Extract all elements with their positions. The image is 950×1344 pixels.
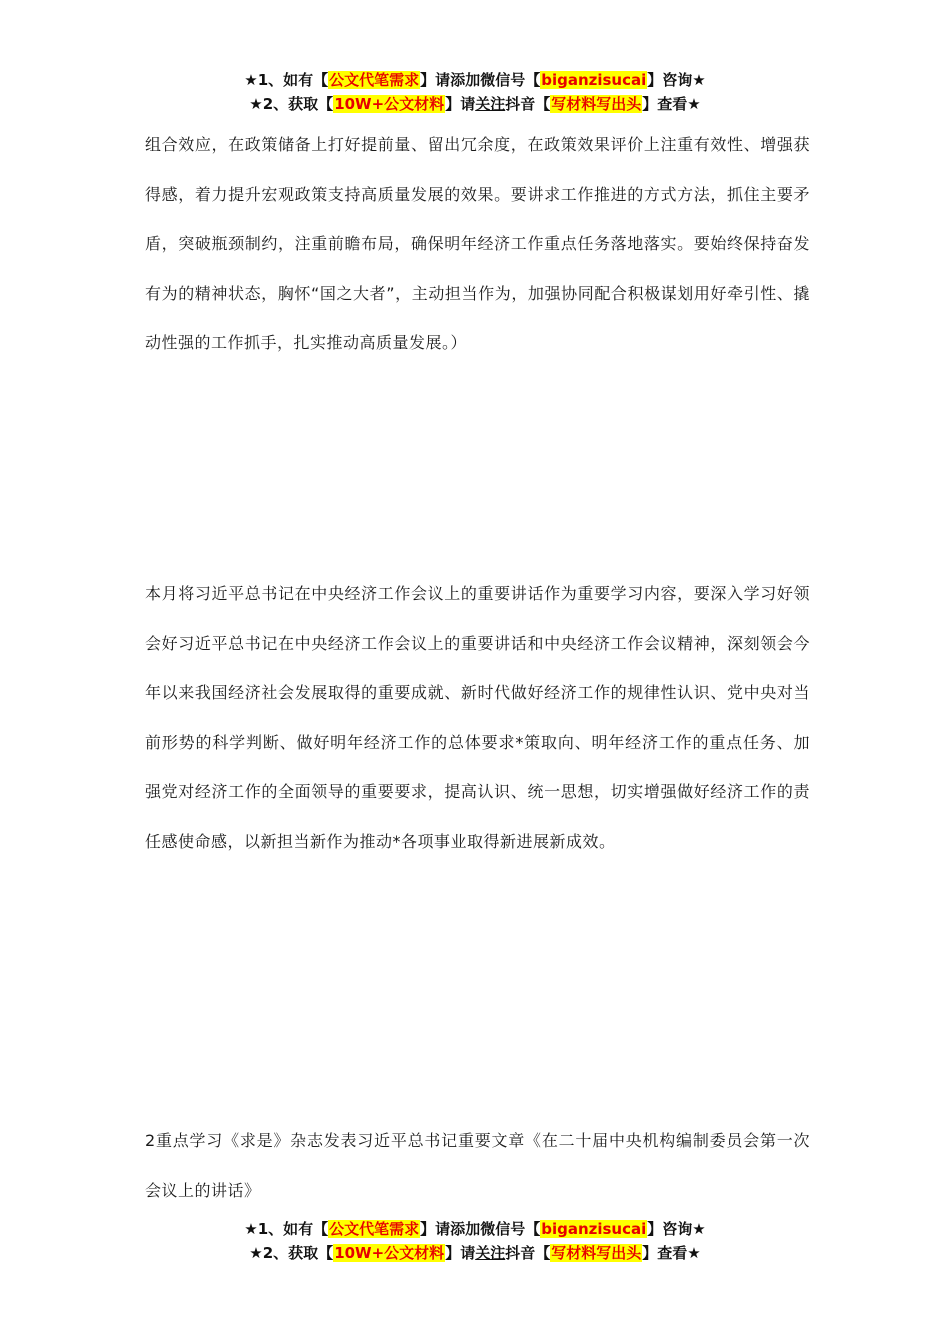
banner-text: ★1、如有【 <box>244 1220 329 1238</box>
banner-text: 】请添 <box>420 1220 466 1238</box>
banner-highlight: 10W+公文材料 <box>334 95 445 113</box>
banner-text: 微信号【 <box>480 71 541 89</box>
banner-text: 抖音【 <box>505 95 551 113</box>
banner-text: 加 <box>465 71 481 89</box>
banner-highlight: 写材料写出头 <box>551 95 642 113</box>
banner-text: 微信号【 <box>480 1220 541 1238</box>
body-paragraph-1: 组合效应，在政策储备上打好提前量、留出冗余度，在政策效果评价上注重有效性、增强获得感，着力提升宏观政策支持高质量发展的效果。要讲求工作推进的方式方法，抓住主要矛盾，突破瓶颈制约，注重前瞻布局，确保明年经济工作重点任务落地落实。要始终保持奋发有为的精神状态，胸怀“国之大者”，主动担当作为，加强协同配合积极谋划用好牵引性、撬动性强的工作抓手，扎实推动高质量发展。） <box>145 135 810 353</box>
banner-highlight: biganzisucai <box>541 71 647 89</box>
banner-line-2 <box>0 1241 950 1265</box>
banner-text: 】咨询★ <box>647 71 706 89</box>
body-paragraph-2: 本月将习近平总书记在中央经济工作会议上的重要讲话作为重要学习内容，要深入学习好领会好习近平总书记在中央经济工作会议上的重要讲话和中央经济工作会议精神，深刻领会今年以来我国经济社会发展取得的重要成就、新时代做好经济工作的规律性认识、党中央对当前形势的科学判断、做好明年经济工作的总体要求*策取向、明年经济工作的重点任务、加强党对经济工作的全面领导的重要要求，提高认识、统一思想，切实增强做好经济工作的责任感使命感，以新担当新作为推动*各项事业取得新进展新成效。 <box>145 584 810 851</box>
banner-highlight: 公文代笔需求 <box>329 71 420 89</box>
banner-text: 抖音【 <box>505 1244 551 1262</box>
footer-banner <box>0 1217 950 1265</box>
banner-highlight: 写材料写出头 <box>551 1244 642 1262</box>
banner-text: 】查看★ <box>642 95 701 113</box>
banner-highlight: 公文代笔需求 <box>329 1220 420 1238</box>
banner-line-1 <box>0 68 950 92</box>
banner-text: ★2、获取【 <box>249 1244 334 1262</box>
banner-text: 】咨询★ <box>647 1220 706 1238</box>
banner-text: 】查看★ <box>642 1244 701 1262</box>
banner-text: 关注 <box>475 1244 506 1262</box>
banner-highlight: 10W+公文材料 <box>334 1244 445 1262</box>
banner-text: ★1、如有【 <box>244 71 329 89</box>
banner-text: 】请 <box>445 1244 476 1262</box>
banner-text: ★2、获取【 <box>249 95 334 113</box>
banner-highlight: biganzisucai <box>541 1220 647 1238</box>
banner-text: 】请添 <box>420 71 466 89</box>
banner-line-2 <box>0 92 950 116</box>
body-paragraph-3: 2重点学习《求是》杂志发表习近平总书记重要文章《在二十届中央机构编制委员会第一次会议上的讲话》 <box>145 1131 810 1200</box>
header-banner <box>0 68 950 116</box>
banner-text: 】请 <box>445 95 476 113</box>
banner-text: 加 <box>465 1220 481 1238</box>
banner-line-1 <box>0 1217 950 1241</box>
banner-text: 关注 <box>475 95 506 113</box>
